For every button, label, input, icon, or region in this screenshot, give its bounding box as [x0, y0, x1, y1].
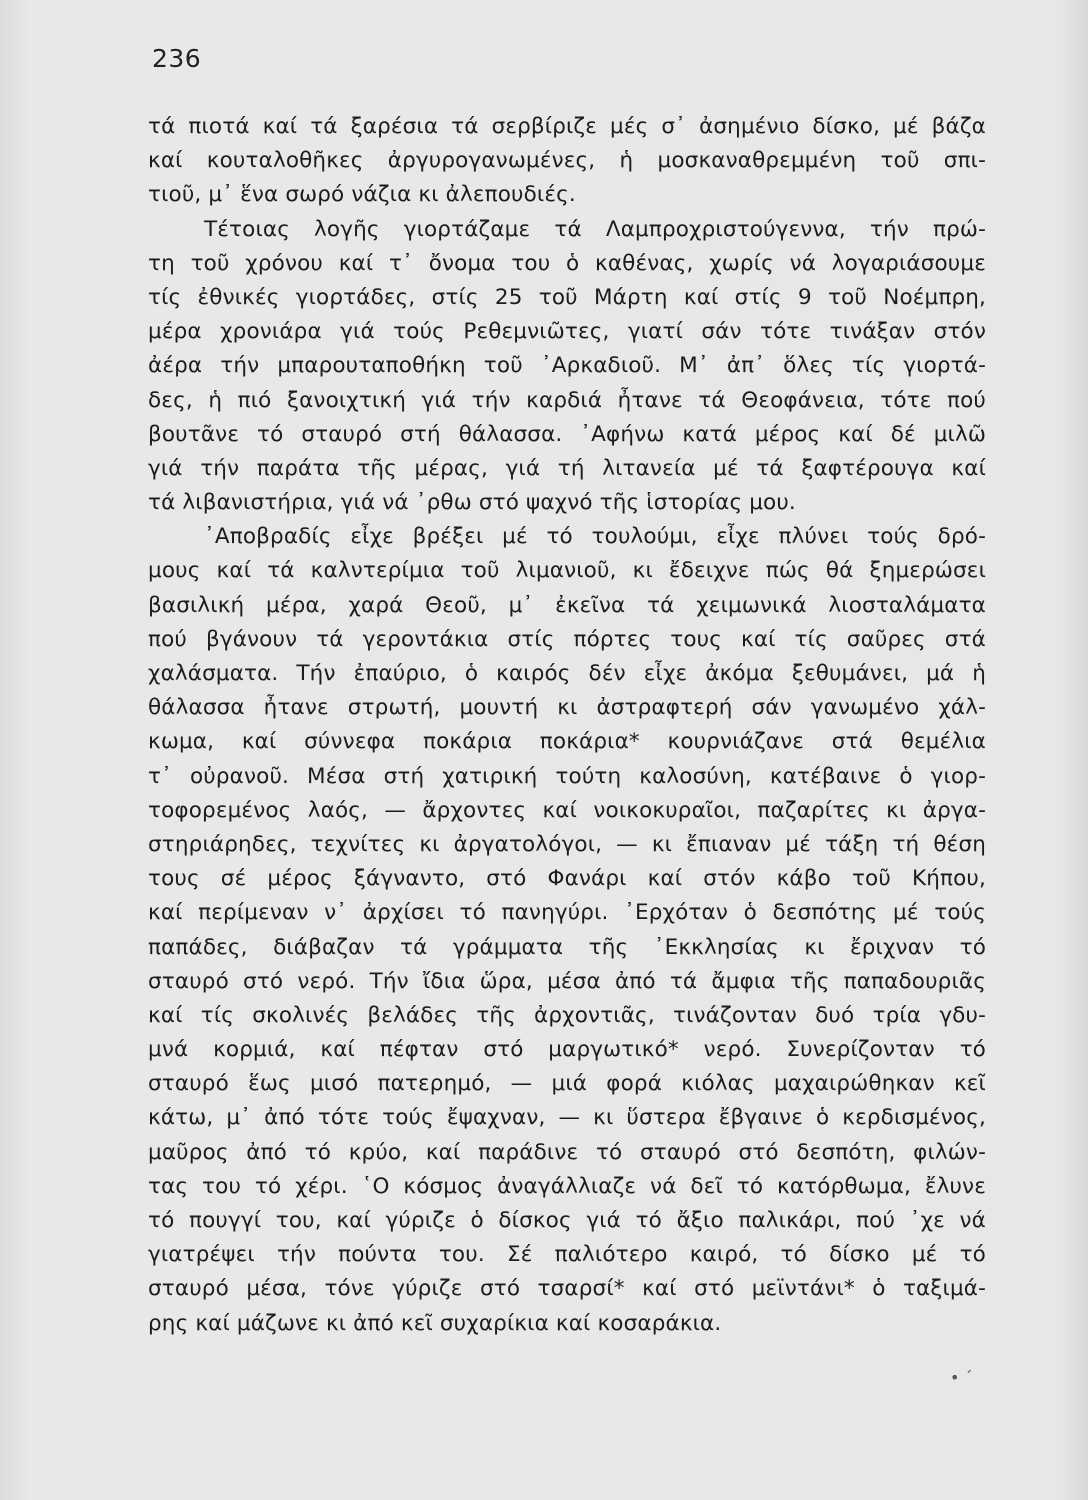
- text-line: τους σέ μέρος ξάγναντο, στό Φανάρι καί στόν κάβο τοῦ Κήπου,: [148, 866, 986, 892]
- text-line: τιοῦ, μ᾽ ἕνα σωρό νάζια κι ἀλεπουδιές.: [148, 182, 576, 208]
- text-line: βασιλική μέρα, χαρά Θεοῦ, μ᾽ ἐκεῖνα τά χειμωνικά λιοσταλάματα: [148, 592, 986, 618]
- text-line: τ᾽ οὐρανοῦ. Μέσα στή χατιρική τούτη καλοσύνη, κατέβαινε ὁ γιορ-: [148, 763, 986, 789]
- text-line: κωμα, καί σύννεφα ποκάρια ποκάρια* κουρνιάζανε στά θεμέλια: [148, 729, 986, 755]
- stray-mark: • ˊ: [950, 1368, 973, 1387]
- page-number: 236: [152, 44, 202, 73]
- text-line: δες, ἡ πιό ξανοιχτική γιά τήν καρδιά ἦτανε τά Θεοφάνεια, τότε πού: [148, 387, 986, 413]
- text-line: σταυρό στό νερό. Τήν ἴδια ὥρα, μέσα ἀπό τά ἄμφια τῆς παπαδουριᾶς: [148, 968, 986, 994]
- text-line: σταυρό μέσα, τόνε γύριζε στό τσαρσί* καί στό μεϊντάνι* ὁ ταξιμά-: [148, 1276, 986, 1302]
- text-line: στηριάρηδες, τεχνίτες κι ἀργατολόγοι, — κι ἔπιαναν μέ τάξη τή θέση: [148, 831, 986, 857]
- text-line: τό πουγγί του, καί γύριζε ὁ δίσκος γιά τό ἄξιο παλικάρι, πού ᾽χε νά: [148, 1208, 986, 1233]
- text-line: τίς ἐθνικές γιορτάδες, στίς 25 τοῦ Μάρτη καί στίς 9 τοῦ Νοέμπρη,: [148, 284, 986, 310]
- text-line: βουτᾶνε τό σταυρό στή θάλασσα. ᾽Αφήνω κατά μέρος καί δέ μιλῶ: [148, 421, 986, 447]
- text-line: μέρα χρονιάρα γιά τούς Ρεθεμνιῶτες, γιατί σάν τότε τινάξαν στόν: [148, 319, 986, 345]
- text-line: θάλασσα ἦτανε στρωτή, μουντή κι ἀστραφτερή σάν γανωμένο χάλ-: [148, 695, 986, 721]
- text-line: μνά κορμιά, καί πέφταν στό μαργωτικό* νερό. Συνερίζονταν τό: [148, 1037, 986, 1063]
- text-line: τας του τό χέρι. ῾Ο κόσμος ἀναγάλλιαζε νά δεῖ τό κατόρθωμα, ἔλυνε: [148, 1173, 986, 1199]
- text-line: καί περίμεναν ν᾽ ἀρχίσει τό πανηγύρι. ᾽Ερχόταν ὁ δεσπότης μέ τούς: [148, 900, 986, 926]
- text-line: Τέτοιας λογῆς γιορτάζαμε τά Λαμπροχριστούγεννα, τήν πρώ-: [204, 216, 986, 242]
- text-line: γιατρέψει τήν πούντα του. Σέ παλιότερο καιρό, τό δίσκο μέ τό: [148, 1242, 986, 1268]
- text-line: γιά τήν παράτα τῆς μέρας, γιά τή λιτανεία μέ τά ξαφτέρουγα καί: [148, 455, 986, 481]
- text-line: μαῦρος ἀπό τό κρύο, καί παράδινε τό σταυρό στό δεσπότη, φιλών-: [148, 1139, 986, 1165]
- text-line: τη τοῦ χρόνου καί τ᾽ ὄνομα του ὁ καθένας, χωρίς νά λογαριάσουμε: [148, 250, 986, 276]
- text-line: κάτω, μ᾽ ἀπό τότε τούς ἔψαχναν, — κι ὕστερα ἔβγαινε ὁ κερδισμένος,: [148, 1105, 986, 1131]
- text-line: ρης καί μάζωνε κι ἀπό κεῖ συχαρίκια καί κοσαράκια.: [148, 1310, 722, 1336]
- text-line: χαλάσματα. Τήν ἐπαύριο, ὁ καιρός δέν εἶχε ἀκόμα ξεθυμάνει, μά ἡ: [148, 661, 986, 686]
- text-line: καί κουταλοθῆκες ἀργυρογανωμένες, ἡ μοσκαναθρεμμένη τοῦ σπι-: [148, 148, 986, 174]
- body-text: [148, 110, 986, 1341]
- text-line: σταυρό ἕως μισό πατερημό, — μιά φορά κιόλας μαχαιρώθηκαν κεῖ: [148, 1071, 986, 1097]
- text-line: ᾽Αποβραδίς εἶχε βρέξει μέ τό τουλούμι, εἶχε πλύνει τούς δρό-: [204, 524, 986, 550]
- text-line: καί τίς σκολινές βελάδες τῆς ἀρχοντιᾶς, τινάζονταν δυό τρία γδυ-: [148, 1002, 986, 1028]
- text-line: πού βγάνουν τά γεροντάκια στίς πόρτες τους καί τίς σαῦρες στά: [148, 626, 986, 652]
- text-line: τοφορεμένος λαός, — ἄρχοντες καί νοικοκυραῖοι, παζαρίτες κι ἀργα-: [148, 797, 986, 823]
- text-line: παπάδες, διάβαζαν τά γράμματα τῆς ᾽Εκκλησίας κι ἔριχναν τό: [148, 934, 986, 960]
- text-line: ἀέρα τήν μπαρουταποθήκη τοῦ ᾽Αρκαδιοῦ. Μ᾽ ἀπ᾽ ὅλες τίς γιορτά-: [148, 353, 986, 379]
- text-line: τά λιβανιστήρια, γιά νά ᾽ρθω στό ψαχνό τῆς ἱστορίας μου.: [148, 490, 796, 516]
- text-line: μους καί τά καλντερίμια τοῦ λιμανιοῦ, κι ἔδειχνε πώς θά ξημερώσει: [148, 558, 986, 584]
- text-line: τά πιοτά καί τά ξαρέσια τά σερβίριζε μές σ᾽ ἀσημένιο δίσκο, μέ βάζα: [148, 114, 986, 139]
